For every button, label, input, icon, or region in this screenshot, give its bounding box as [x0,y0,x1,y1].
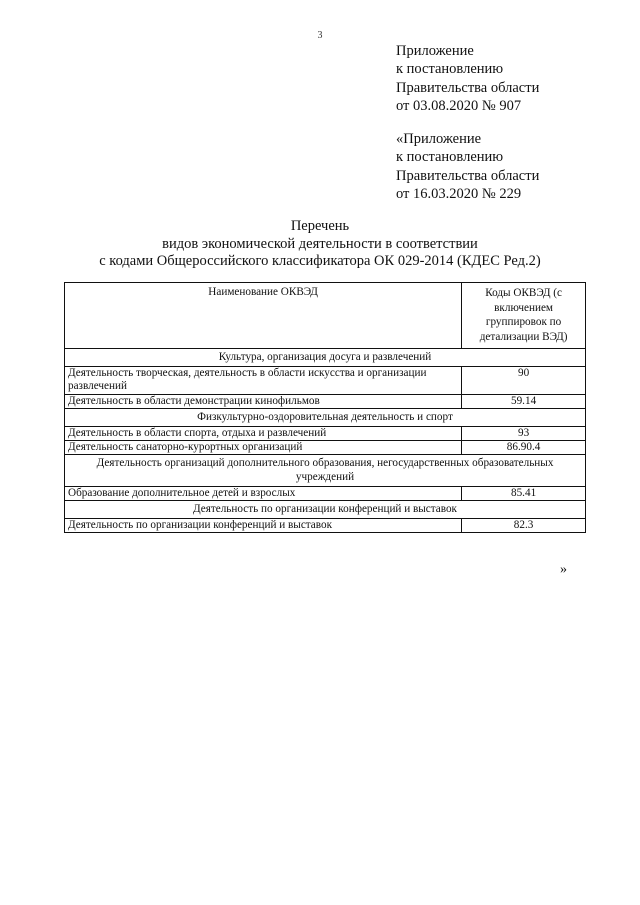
appendix-line: Приложение [396,43,474,59]
section-title: Культура, организация досуга и развлечений [65,349,586,367]
section-row [65,501,586,519]
page-number: 3 [317,30,323,41]
activity-name: Деятельность в области демонстрации кинофильмов [65,394,462,408]
section-title: Физкультурно-оздоровительная деятельность и спорт [65,408,586,426]
table-row [65,427,586,441]
title-line: с кодами Общероссийского классификатора ОК 029-2014 (КДЕС Ред.2) [99,253,541,269]
activity-name: Образование дополнительное детей и взрослых [65,486,462,500]
table-row [65,367,586,394]
activity-code: 90 [462,367,586,394]
appendix-line: Правительства области [396,167,540,184]
activity-code: 86.90.4 [462,441,586,455]
activity-name: Деятельность в области спорта, отдыха и развлечений [65,427,462,441]
section-row [65,349,586,367]
table-row [65,519,586,533]
appendix-line: к постановлению [396,149,504,166]
table-header-row [65,283,586,349]
appendix-line: «Приложение [396,131,482,147]
appendix-line: от 16.03.2020 № 229 [396,185,522,202]
section-row [65,408,586,426]
appendix-block-current [396,42,539,115]
activity-code: 82.3 [462,519,586,533]
document-title [40,218,600,271]
activity-code: 93 [462,427,586,441]
appendix-line: к постановлению [396,61,504,78]
header-name: Наименование ОКВЭД [65,283,462,349]
table-row [65,486,586,500]
activity-code: 59.14 [462,394,586,408]
appendix-line: Правительства области [396,79,540,96]
title-line: видов экономической деятельности в соответствии [162,235,478,252]
activity-name: Деятельность по организации конференций и выставок [65,519,462,533]
table-row [65,441,586,455]
table-row [65,394,586,408]
section-title: Деятельность по организации конференций и выставок [65,501,586,519]
activity-code: 85.41 [462,486,586,500]
title-line: Перечень [290,218,350,234]
section-title: Деятельность организаций дополнительного образования, негосударственных образовательных учреждений [65,455,586,486]
section-row [65,455,586,486]
appendix-line: от 03.08.2020 № 907 [396,97,522,114]
header-code: Коды ОКВЭД (с включением группировок по детализации ВЭД) [462,283,586,349]
activity-name: Деятельность творческая, деятельность в области искусства и организации развлечений [65,367,462,394]
activity-name: Деятельность санаторно-курортных организаций [65,441,462,455]
closing-quote: » [560,562,567,577]
okved-table [64,282,586,533]
appendix-block-previous [396,130,539,203]
